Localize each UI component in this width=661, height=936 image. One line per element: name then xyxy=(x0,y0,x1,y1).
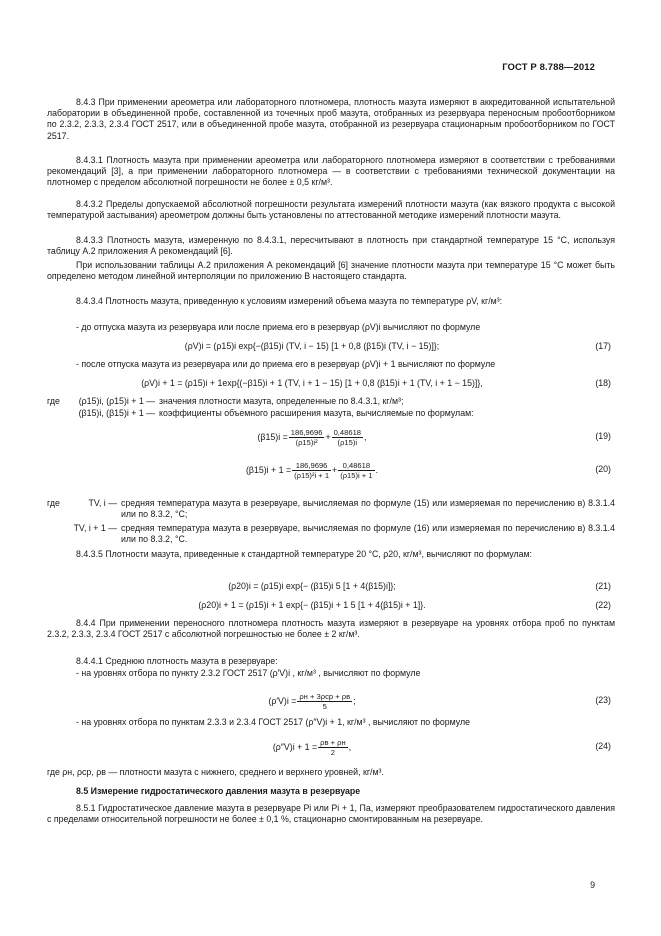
legend-density xyxy=(47,396,615,422)
equation-24 xyxy=(47,732,615,762)
equation-23-end: ; xyxy=(353,696,356,706)
equation-20-fraction-1: $\frac{186,9696}{\text{(ρ15)²i + 1}}$ xyxy=(294,460,330,480)
list-item-after-release: - после отпуска мазута из резервуара или до приема его в резервуар (ρV)i + 1 вычисляют по формуле xyxy=(76,359,496,369)
list-item-level-2-3-3: - на уровнях отбора по пунктам 2.3.3 и 2.3.4 ГОСТ 2517 (ρ″V)i + 1, кг/м³ , вычисляют по формуле xyxy=(76,717,471,727)
legend-prefix-2: где xyxy=(47,498,60,508)
legend-label-rho15: (ρ15)i, (ρ15)i + 1 — xyxy=(78,396,155,406)
equation-19-number: (19) xyxy=(595,431,611,441)
equation-19-lhs: (β15)i = xyxy=(257,432,288,442)
section-title-8-5: 8.5 Измерение гидростатического давления мазута в резервуаре xyxy=(76,786,361,796)
page-number: 9 xyxy=(590,880,595,890)
legend-levels: где ρн, ρср, ρв — плотности мазута с нижнего, среднего и верхнего уровней, кг/м³. xyxy=(47,767,384,777)
paragraph-8-4-3-4: 8.4.3.4 Плотность мазута, приведенную к условиям измерений объема мазута по температуре ρV, кг/м³: xyxy=(76,296,503,306)
paragraph-8-4-3-5: 8.4.3.5 Плотности мазута, приведенные к стандартной температуре 20 °С, ρ20, кг/м³, вычисляют по формулам: xyxy=(76,549,532,559)
equation-20-number: (20) xyxy=(595,464,611,474)
document-header: ГОСТ Р 8.788—2012 xyxy=(502,62,595,73)
equation-19-fraction-2: $\frac{0,48618}{(\rho 15)i}$ xyxy=(333,427,362,447)
legend-prefix: где xyxy=(47,396,60,406)
equation-20 xyxy=(47,455,615,485)
paragraph-8-4-3: 8.4.3 При применении ареометра или лабораторного плотномера, плотность мазута измеряют в аккредитованной испытательной лаборатории в объединенной пробе, составленной из точечных проб мазута, отобранных из резервуара переносным пробоотборником по 2.3.2, 2.3.3, 2.3.4 ГОСТ 2517, или в объединенной пробе мазута, отобранной из резервуара стационарным пробоотборником по ГОСТ 2517. xyxy=(47,97,615,141)
equation-21 xyxy=(47,580,615,593)
equation-20-plus: + xyxy=(332,465,338,475)
equation-24-number: (24) xyxy=(595,741,611,751)
legend-desc-tvi1: средняя температура мазута в резервуаре, вычисляемая по формуле (16) или измеряемая по перечислению в) 8.3.1.4 или по 8.3.2, °С. xyxy=(121,523,615,545)
paragraph-8-4-3-1: 8.4.3.1 Плотность мазута при применении ареометра или лабораторного плотномера измеряют в соответствии с требованиями рекомендаций [3], а при применении лабораторного плотномера — в соответствии с требованиями технической документации на плотномер с пределом абсолютной погрешности не более ± 0,5 кг/м³. xyxy=(47,155,615,188)
legend-desc-tvi: средняя температура мазута в резервуаре, вычисляемая по формуле (15) или измеряемая по перечислению в) 8.3.1.4 или по 8.3.2, °С; xyxy=(121,498,615,520)
legend-label-tvi1: TV, i + 1 — xyxy=(73,523,117,533)
legend-desc-rho15: значения плотности мазута, определенные по 8.4.3.1, кг/м³; xyxy=(159,396,404,406)
paragraph-8-4-4-1: 8.4.4.1 Среднюю плотность мазута в резервуаре: xyxy=(76,656,278,666)
equation-20-end: . xyxy=(375,465,379,475)
equation-18-formula: (ρV)i + 1 = (ρ15)i + 1exp{(−β15)i + 1 (TV, i + 1 − 15) [1 + 0,8 (β15)i + 1 (TV, i + 1 − 15)]}, xyxy=(141,378,483,388)
legend-desc-beta15: коэффициенты объемного расширения мазута, вычисляемые по формулам: xyxy=(159,408,474,418)
equation-24-lhs: (ρ″V)i + 1 = xyxy=(272,742,318,752)
equation-21-formula: (ρ20)i = (ρ15)i exp{− (β15)i 5 [1 + 4(β15)i]}; xyxy=(228,581,396,591)
equation-18-number: (18) xyxy=(595,378,611,388)
paragraph-8-4-3-3: 8.4.3.3 Плотность мазута, измеренную по 8.4.3.1, пересчитывают в плотность при стандартной температуре 15 °С, используя таблицу А.2 приложения А рекомендаций [6]. xyxy=(47,235,615,257)
equation-22-number: (22) xyxy=(595,600,611,610)
equation-23 xyxy=(47,686,615,716)
equation-17 xyxy=(47,340,615,353)
equation-22-formula: (ρ20)i + 1 = (ρ15)i + 1 exp{− (β15)i + 1 5 [1 + 4(β15)i + 1]}. xyxy=(198,600,426,610)
list-item-before-release: - до отпуска мазута из резервуара или после приема его в резервуар (ρV)i вычисляют по формуле xyxy=(76,322,481,332)
legend-label-beta15: (β15)i, (β15)i + 1 — xyxy=(78,408,155,418)
equation-19-plus: + xyxy=(325,432,331,442)
equation-23-lhs: (ρ′V)i = xyxy=(268,696,297,706)
equation-22 xyxy=(47,599,615,612)
equation-17-number: (17) xyxy=(595,341,611,351)
paragraph-8-4-3-2: 8.4.3.2 Пределы допускаемой абсолютной погрешности результата измерений плотности мазута (как вязкого продукта с высокой температурой застывания) ареометром должны быть установлены по аттестованной методике измерений плотности мазута. xyxy=(47,199,615,221)
equation-17-formula: (ρV)i = (ρ15)i exp{−(β15)i (TV, i − 15) [1 + 0,8 (β15)i (TV, i − 15)]}; xyxy=(184,341,440,351)
equation-21-number: (21) xyxy=(595,581,611,591)
equation-19 xyxy=(47,422,615,452)
equation-24-fraction: $\frac{\rho в + \rho н}{2}$ xyxy=(320,737,346,757)
paragraph-8-4-3-3-note: При использовании таблицы А.2 приложения А рекомендаций [6] значение плотности мазута при температуре 15 °С может быть определено методом линейной интерполяции по приложению В настоящего стандарта. xyxy=(47,260,615,282)
equation-19-fraction-1: $\frac{186,9696}{\text{(ρ15)i²}}$ xyxy=(290,427,323,447)
paragraph-8-4-4: 8.4.4 При применении переносного плотномера плотность мазута измеряют в резервуаре на уровнях отбора проб по пунктам 2.3.2, 2.3.3, 2.3.4 ГОСТ 2517 с абсолютной погрешностью не более ± 2 кг/м³. xyxy=(47,618,615,640)
equation-20-lhs: (β15)i + 1 = xyxy=(245,465,292,475)
equation-18 xyxy=(47,377,615,390)
equation-23-number: (23) xyxy=(595,695,611,705)
list-item-level-2-3-2: - на уровнях отбора по пункту 2.3.2 ГОСТ 2517 (ρ′V)i , кг/м³ , вычисляют по формуле xyxy=(76,668,421,678)
paragraph-8-5-1: 8.5.1 Гидростатическое давление мазута в резервуаре Pi или Pi + 1, Па, измеряют преобразователем гидростатического давления с пределами относительной погрешности не более ± 0,1 %, стационарно смонтированным на резервуаре. xyxy=(47,803,615,825)
legend-temperature xyxy=(47,498,615,548)
legend-label-tvi: TV, i — xyxy=(88,498,117,508)
equation-20-fraction-2: $\frac{0,48618}{(\rho 15)i + 1}$ xyxy=(340,460,373,480)
equation-24-end: , xyxy=(348,742,352,752)
equation-19-end: , xyxy=(364,432,367,442)
equation-23-fraction: $\frac{\text{ρн + 3ρср + ρв}}{5}$ xyxy=(299,691,351,711)
